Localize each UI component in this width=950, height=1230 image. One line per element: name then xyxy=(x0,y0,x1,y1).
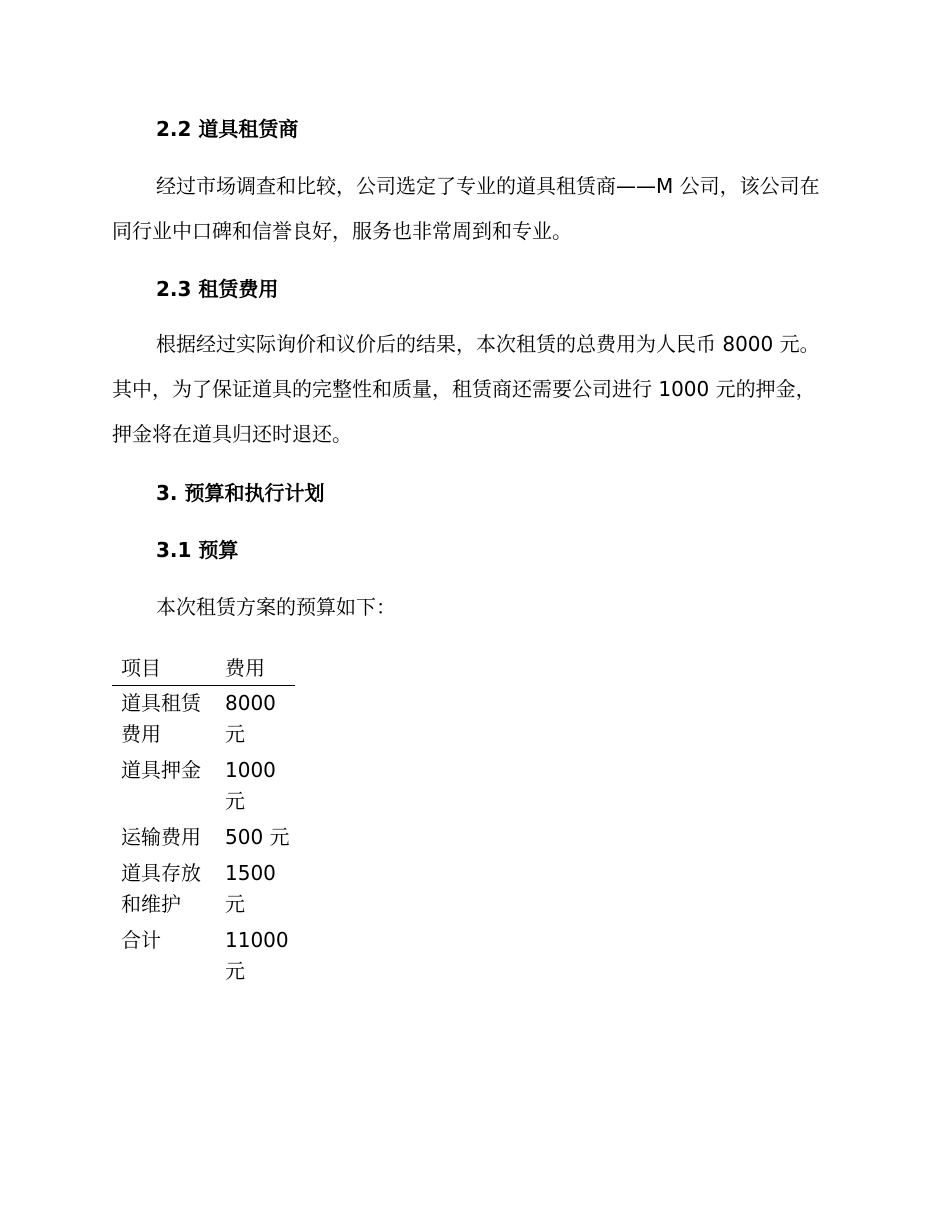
table-row-total xyxy=(112,923,295,990)
table-row xyxy=(112,856,295,923)
paragraph-2-3 xyxy=(112,322,832,457)
table-cell-cost: 1500 元 xyxy=(225,861,276,916)
heading-3: 3. 预算和执行计划 xyxy=(156,481,325,505)
heading-3-1: 3.1 预算 xyxy=(156,538,239,562)
paragraph-2-2-text: 经过市场调查和比较，公司选定了专业的道具租赁商——M 公司，该公司在同行业中口碑和信誉良好，服务也非常周到和专业。 xyxy=(112,174,820,243)
table-cell-cost: 11000 元 xyxy=(225,928,289,983)
table-row xyxy=(112,753,295,820)
table-cell-cost: 1000 元 xyxy=(225,758,276,813)
heading-2-3: 2.3 租赁费用 xyxy=(156,277,279,301)
paragraph-3-1 xyxy=(112,585,832,630)
table-cell-item: 道具存放和维护 xyxy=(121,861,201,916)
column-header-item: 项目 xyxy=(112,652,216,686)
table-cell-cost: 8000 元 xyxy=(225,691,276,746)
paragraph-2-2 xyxy=(112,164,832,254)
table-cell-item: 道具租赁费用 xyxy=(121,691,201,746)
budget-table xyxy=(112,652,295,990)
paragraph-2-3-text: 根据经过实际询价和议价后的结果，本次租赁的总费用为人民币 8000 元。其中，为了保证道具的完整性和质量，租赁商还需要公司进行 1000 元的押金，押金将在道具归还时退还。 xyxy=(112,332,820,446)
table-row xyxy=(112,686,295,754)
heading-2-2: 2.2 道具租赁商 xyxy=(156,117,299,141)
table-cell-item: 道具押金 xyxy=(121,758,201,782)
table-cell-cost: 500 元 xyxy=(225,825,290,849)
paragraph-3-1-text: 本次租赁方案的预算如下： xyxy=(156,595,396,619)
table-cell-item: 合计 xyxy=(121,928,161,952)
column-header-cost: 费用 xyxy=(216,652,295,686)
table-header-row xyxy=(112,652,295,686)
table-cell-item: 运输费用 xyxy=(121,825,201,849)
table-row xyxy=(112,820,295,856)
